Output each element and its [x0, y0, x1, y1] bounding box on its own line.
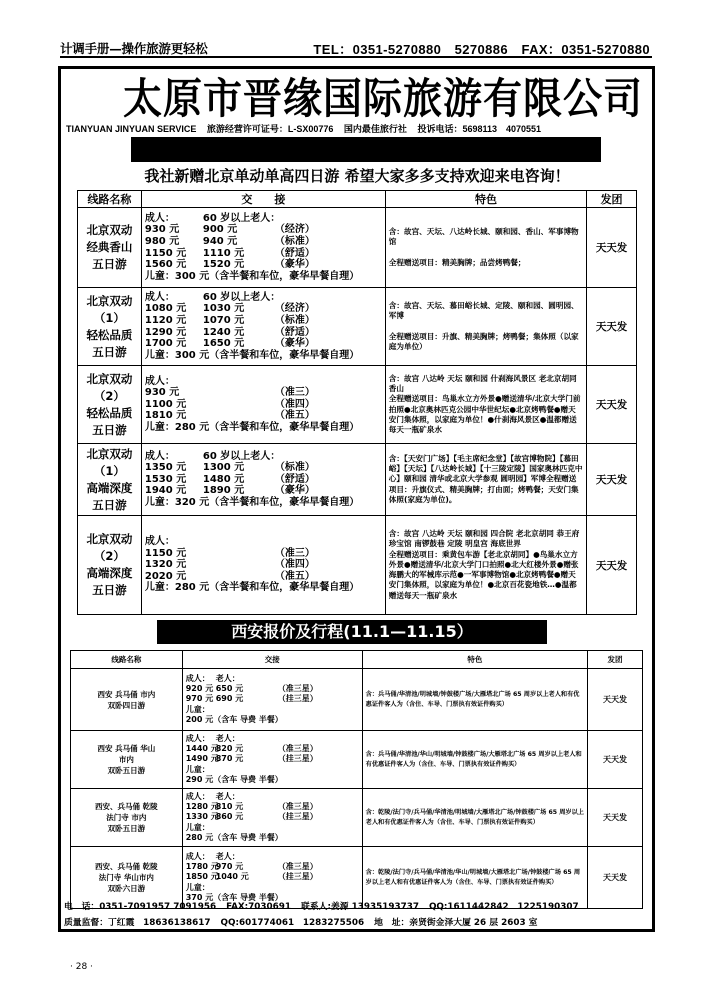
price-value: [216, 765, 278, 775]
price-value: （舒适）: [274, 473, 315, 485]
price-value: 920 元: [185, 684, 214, 694]
feature-text: 含：乾陵/法门寺/兵马俑/华清池/明城墙/大雁塔北广场/钟鼓楼广场 65 周岁以上老人和有优惠证件客人为（含住、车导、门票执有效证件购买）: [362, 789, 587, 847]
route-name-line: 双卧六日游: [107, 884, 146, 893]
price-line: [145, 559, 382, 571]
contact-person: 联系人:姜源 13935193737: [301, 902, 419, 912]
xian-section-title: 西安报价及行程(11.1—11.15）: [157, 620, 547, 644]
price-value: （挂三星）: [277, 754, 318, 764]
price-value: [216, 823, 278, 833]
price-value: （准四）: [274, 398, 315, 410]
price-value: （标准）: [274, 462, 315, 474]
col-route: 线路名称: [71, 651, 183, 669]
price-value: 900 元: [202, 224, 238, 236]
header-phones: TEL：0351-5270880 5270886 FAX：0351-5270880: [313, 42, 650, 57]
price-line: [145, 259, 382, 271]
departure: 天天发: [587, 208, 637, 288]
price-value: 1100 元: [144, 398, 187, 410]
price-line: [145, 485, 382, 497]
price-value: 1150 元: [144, 547, 187, 559]
price-value: [278, 674, 336, 684]
price-value: 820 元: [215, 744, 244, 754]
route-name-line: 北京双动: [86, 293, 133, 308]
price-value: 1070 元: [202, 314, 245, 326]
price-value: 870 元: [215, 754, 244, 764]
price-value: 1520 元: [202, 259, 245, 271]
price-line: [145, 224, 382, 236]
table-row: [78, 366, 637, 444]
child-price: 儿童：280 元（含半餐和车位，豪华早餐自理）: [144, 421, 360, 433]
price-value: 970 元: [215, 862, 244, 872]
price-value: [278, 765, 336, 775]
price-line: [145, 327, 382, 339]
price-value: 810 元: [215, 802, 244, 812]
price-value: [203, 571, 275, 583]
price-value: 1110 元: [202, 247, 245, 259]
departure: 天天发: [587, 516, 637, 615]
price-value: （准三星）: [277, 684, 318, 694]
route-name: [78, 516, 142, 615]
price-line: [186, 754, 359, 764]
complaint-phone: 投诉电话：5698113 4070551: [417, 124, 542, 134]
price-value: （挂三星）: [277, 812, 318, 822]
price-value: 成人：: [144, 536, 175, 548]
price-value: 60 岁以上老人：: [202, 450, 281, 462]
header-rule: [60, 56, 652, 58]
route-name-line: 西安、兵马俑 乾陵: [95, 862, 158, 871]
price-line: [145, 236, 382, 248]
price-line: [186, 823, 359, 833]
table-row: [71, 669, 643, 731]
price-line: [145, 338, 382, 350]
company-english: TIANYUAN JINYUAN SERVICE: [66, 124, 197, 134]
departure: 天天发: [588, 731, 643, 789]
price-value: [275, 376, 365, 388]
price-value: 930 元: [144, 224, 180, 236]
price-value: [278, 852, 336, 862]
black-banner: [131, 137, 601, 162]
price-value: 1530 元: [144, 473, 187, 485]
route-name: [78, 288, 142, 366]
honor: 国内最佳旅行社: [343, 124, 407, 134]
price-value: 690 元: [215, 694, 244, 704]
feature-text: 含：兵马俑/华清池/明城墙/钟鼓楼广场/大雁塔北广场 65 周岁以上老人和有优惠证件客人为（含住、车导、门票执有效证件购买）: [362, 669, 587, 731]
price-value: （豪华）: [274, 338, 315, 350]
departure: 天天发: [587, 444, 637, 516]
price-value: （准三）: [274, 547, 315, 559]
route-name: [78, 444, 142, 516]
table-row: [71, 789, 643, 847]
price-value: 成人：: [185, 791, 210, 801]
price-value: （挂三星）: [277, 872, 318, 882]
top-header: [60, 34, 652, 58]
price-value: 860 元: [215, 812, 244, 822]
price-value: [216, 883, 278, 893]
route-name-line: 双卧五日游: [107, 766, 146, 775]
price-value: 1440 元: [185, 744, 219, 754]
feature-text: 含：故宫 八达岭 天坛 颐和园 四合院 老北京胡同 恭王府 珍宝馆 南锣鼓巷 定陵 明皇宫 海底世界 全程赠送项目：乘黄包车游【老北京胡同】●鸟巢水立方外景●赠送清华/北京大学门口拍照●北大红楼外景●赠张海鹏大的军械库示范●一军事博物馆●北京烤鸭餐●赠天安门集体照，以家庭为单位！●北京百花瓷地铁…●温都赠送每天一瓶矿泉水: [385, 516, 586, 615]
price-value: 60 岁以上老人：: [202, 291, 281, 303]
page-number: · 28 ·: [70, 962, 93, 972]
price-line: [145, 315, 382, 327]
departure: 天天发: [588, 669, 643, 731]
qq: QQ:1611442842 1225190307: [428, 902, 579, 912]
route-name-line: 北京双动: [86, 532, 133, 546]
price-value: （准三星）: [277, 802, 318, 812]
price-cell: [141, 444, 385, 516]
price-value: [278, 734, 336, 744]
price-value: [275, 536, 365, 548]
price-line: [186, 802, 359, 812]
route-name: [78, 366, 142, 444]
price-value: 老人：: [215, 733, 240, 743]
price-value: [203, 536, 275, 548]
table-row: [78, 288, 637, 366]
price-cell: [141, 516, 385, 615]
price-value: （标准）: [274, 314, 315, 326]
route-name-line: 高端深度: [86, 480, 133, 495]
license-number: 旅游经营许可证号：L-SX00776: [206, 124, 334, 134]
contact-block: [64, 900, 652, 931]
price-value: （舒适）: [274, 326, 315, 338]
price-value: 儿童：: [185, 704, 210, 714]
route-name-line: 法门寺 华山市内: [98, 873, 154, 882]
price-value: （准四）: [274, 559, 315, 571]
price-value: 成人：: [185, 673, 210, 683]
child-price: 370 元（含车 导费 半餐）: [185, 892, 283, 902]
price-value: 1120 元: [144, 314, 187, 326]
price-value: 1940 元: [144, 485, 187, 497]
price-line: [145, 548, 382, 560]
price-line: [145, 248, 382, 260]
price-value: [278, 792, 336, 802]
price-line: [186, 694, 359, 704]
promo-text: 我社新赠北京单动单高四日游 希望大家多多支持欢迎来电咨询！: [144, 167, 570, 185]
price-value: （经济）: [274, 224, 315, 236]
price-cell: [182, 669, 362, 731]
phone: 电 话：0351-7091957 7091956: [64, 902, 217, 912]
route-name: [71, 731, 183, 789]
beijing-header-row: [78, 191, 637, 208]
price-line: [145, 536, 382, 548]
xian-table: [70, 650, 643, 909]
child-price: 200 元（含车 导费 半餐）: [185, 714, 283, 724]
price-value: 1290 元: [144, 326, 187, 338]
price-value: （舒适）: [274, 247, 315, 259]
route-name-line: 五日游: [92, 583, 127, 597]
price-value: （准五）: [274, 410, 315, 422]
route-name-line: 五日游: [92, 344, 127, 359]
price-value: [203, 387, 275, 399]
child-price: 280 元（含车 导费 半餐）: [185, 832, 283, 842]
route-name-line: 五日游: [92, 497, 127, 512]
price-value: [275, 213, 365, 225]
route-name-line: （1）: [93, 463, 125, 478]
feature-text: 含：故宫 八达岭 天坛 颐和园 什刹海风景区 老北京胡同 香山 全程赠送项目：鸟巢水立方外景●赠送清华/北京大学门前拍照●北京奥林匹克公园中华世纪坛●北京烤鸭餐●赠天安门集体照，以家庭为单位！●什刹海风景区●温都赠送每天一瓶矿泉水: [385, 366, 586, 444]
price-value: （豪华）: [274, 485, 315, 497]
table-row: [78, 516, 637, 615]
price-line: [186, 744, 359, 754]
price-value: （准三星）: [277, 862, 318, 872]
price-value: 650 元: [215, 684, 244, 694]
price-value: 1490 元: [185, 754, 219, 764]
slogan: 计调手册—操作旅游更轻松: [60, 41, 208, 56]
price-value: 老人：: [215, 851, 240, 861]
price-cell: [141, 366, 385, 444]
child-price: 290 元（含车 导费 半餐）: [185, 774, 283, 784]
price-value: 1700 元: [144, 338, 187, 350]
price-value: 1350 元: [144, 462, 187, 474]
departure: 天天发: [587, 288, 637, 366]
child-price: 儿童：300 元（含半餐和车位，豪华早餐自理）: [144, 270, 360, 282]
price-value: 1150 元: [144, 247, 187, 259]
route-name-line: 法门寺 市内: [106, 813, 147, 822]
price-value: （准三星）: [277, 744, 318, 754]
col-price: 交接: [182, 651, 362, 669]
price-value: 儿童：: [185, 882, 210, 892]
route-name-line: 北京双动: [86, 223, 133, 237]
price-value: 老人：: [215, 673, 240, 683]
price-value: 成人：: [144, 450, 175, 462]
route-name-line: 高端深度: [86, 566, 133, 580]
price-cell: [141, 288, 385, 366]
child-price: 儿童：280 元（含半餐和车位，豪华早餐自理）: [144, 582, 360, 594]
price-line: [145, 571, 382, 583]
price-value: [275, 292, 365, 304]
route-name-line: 五日游: [92, 422, 127, 437]
xian-header-row: [71, 651, 643, 669]
price-value: 儿童：: [185, 764, 210, 774]
col-feature: 特色: [385, 191, 586, 208]
price-value: [278, 705, 336, 715]
price-value: [203, 410, 275, 422]
price-value: 成人：: [144, 291, 175, 303]
route-name-line: 北京双动: [86, 371, 133, 386]
route-name-line: 经典香山: [86, 240, 133, 254]
price-line: [145, 451, 382, 463]
route-name-line: 北京双动: [86, 446, 133, 461]
company-subline: [66, 122, 652, 135]
price-value: 儿童：: [185, 822, 210, 832]
col-price: 交 接: [141, 191, 385, 208]
price-value: 940 元: [202, 235, 238, 247]
address: 地 址：亲贤街金泽大厦 26 层 2603 室: [374, 917, 538, 928]
route-name-line: 双卧五日游: [107, 824, 146, 833]
price-value: （准三）: [274, 387, 315, 399]
price-value: 成人：: [144, 212, 175, 224]
price-line: [186, 852, 359, 862]
price-value: [275, 451, 365, 463]
fax: FAX:7030691: [226, 902, 292, 912]
price-value: 980 元: [144, 235, 180, 247]
beijing-table: [77, 190, 637, 615]
price-line: [186, 812, 359, 822]
price-value: 1650 元: [202, 338, 245, 350]
price-line: [145, 292, 382, 304]
price-cell: [182, 731, 362, 789]
price-value: 1320 元: [144, 559, 187, 571]
feature-text: 含：故宫、天坛、慕田峪长城、定陵、颐和园、圆明园、军博 全程赠送项目：升旗、精美胸牌；烤鸭餐；集体照（以家庭为单位）: [385, 288, 586, 366]
price-value: [278, 883, 336, 893]
price-value: [203, 399, 275, 411]
departure: 天天发: [588, 847, 643, 909]
col-feature: 特色: [362, 651, 587, 669]
price-value: （标准）: [274, 235, 315, 247]
price-cell: [182, 789, 362, 847]
table-row: [78, 208, 637, 288]
quality-supervisor: 质量监督：丁红霞 18636138617: [64, 917, 211, 928]
price-value: 1240 元: [202, 326, 245, 338]
route-name-line: （1）: [93, 310, 125, 325]
price-line: [145, 213, 382, 225]
price-line: [186, 792, 359, 802]
route-name-line: 五日游: [92, 257, 127, 271]
contact-line-2: [64, 916, 652, 932]
price-line: [145, 376, 382, 388]
price-value: （豪华）: [274, 259, 315, 271]
route-name-line: 轻松品质: [86, 405, 133, 420]
price-value: （准五）: [274, 570, 315, 582]
price-line: [186, 684, 359, 694]
price-value: （挂三星）: [277, 694, 318, 704]
price-value: 60 岁以上老人：: [202, 212, 281, 224]
feature-text: 含：故宫、天坛、八达岭长城、颐和园、香山、军事博物馆 全程赠送项目：精美胸牌；品尝烤鸭餐；: [385, 208, 586, 288]
feature-text: 含：兵马俑/华清池/华山/明城墙/钟鼓楼广场/大雁塔北广场 65 周岁以上老人和有优惠证件客人为（含住、车导、门票执有效证件购买）: [362, 731, 587, 789]
child-price: 儿童：320 元（含半餐和车位，豪华早餐自理）: [144, 496, 360, 508]
price-line: [186, 872, 359, 882]
route-name-line: （2）: [93, 388, 125, 403]
price-value: 1040 元: [215, 872, 249, 882]
route-name: [78, 208, 142, 288]
feature-text: 含：乾陵/法门寺/兵马俑/华清池/华山/明城墙/大雁塔北广场/钟鼓楼广场 65 周岁以上老人和有优惠证件客人为（含住、车导、门票执有效证件购买）: [362, 847, 587, 909]
child-price: 儿童：300 元（含半餐和车位，豪华早餐自理）: [144, 349, 360, 361]
price-line: [145, 303, 382, 315]
price-cell: [141, 208, 385, 288]
contact-line-1: [64, 900, 652, 916]
price-value: 老人：: [215, 791, 240, 801]
table-row: [78, 444, 637, 516]
price-value: 成人：: [144, 375, 175, 387]
route-name: [71, 669, 183, 731]
price-line: [186, 862, 359, 872]
route-name-line: 市内: [118, 755, 134, 764]
col-route: 线路名称: [78, 191, 142, 208]
price-value: 1330 元: [185, 812, 219, 822]
price-value: 2020 元: [144, 570, 187, 582]
price-line: [186, 883, 359, 893]
feature-text: 含：【天安门广场】【毛主席纪念堂】【故宫博物院】【慕田峪】【天坛】【八达岭长城】【十三陵定陵】国家奥林匹克中心】颐和园 清华或北京大学参观 圆明园】军博全程赠送项目：升旗仪式、精美胸牌；打由面；烤鸭餐；天安门集体照(家庭为单位)。: [385, 444, 586, 516]
price-value: 成人：: [185, 733, 210, 743]
price-value: 1280 元: [185, 802, 219, 812]
company-name: 太原市晋缘国际旅游有限公司: [122, 74, 643, 124]
price-value: [203, 376, 275, 388]
price-value: 1480 元: [202, 473, 245, 485]
price-line: [145, 474, 382, 486]
price-value: [278, 823, 336, 833]
price-line: [186, 765, 359, 775]
route-name: [71, 789, 183, 847]
col-departure: 发团: [587, 191, 637, 208]
qq-2: QQ:601774061 1283275506: [220, 917, 365, 928]
price-value: 930 元: [144, 387, 180, 399]
route-name-line: 轻松品质: [86, 327, 133, 342]
price-value: [203, 548, 275, 560]
route-name-line: 双卧四日游: [107, 700, 146, 710]
price-value: 1850 元: [185, 872, 219, 882]
price-value: 1780 元: [185, 862, 219, 872]
departure: 天天发: [588, 789, 643, 847]
price-value: [216, 705, 278, 715]
price-line: [145, 387, 382, 399]
departure: 天天发: [587, 366, 637, 444]
price-value: 1560 元: [144, 259, 187, 271]
price-value: 970 元: [185, 694, 214, 704]
route-name-line: 西安、兵马俑 乾陵: [95, 802, 158, 811]
route-name-line: 西安 兵马俑 市内: [97, 689, 156, 699]
price-value: 1080 元: [144, 303, 187, 315]
price-line: [186, 734, 359, 744]
price-line: [186, 674, 359, 684]
route-name-line: 西安 兵马俑 华山: [97, 744, 156, 753]
price-line: [145, 410, 382, 422]
price-line: [145, 399, 382, 411]
price-value: 1810 元: [144, 410, 187, 422]
price-value: 1030 元: [202, 303, 245, 315]
price-value: 成人：: [185, 851, 210, 861]
table-row: [71, 731, 643, 789]
price-value: [203, 559, 275, 571]
route-name-line: （2）: [93, 549, 125, 563]
col-departure: 发团: [588, 651, 643, 669]
price-line: [186, 705, 359, 715]
price-value: 1890 元: [202, 485, 245, 497]
price-value: 1300 元: [202, 462, 245, 474]
price-line: [145, 462, 382, 474]
price-value: （经济）: [274, 303, 315, 315]
